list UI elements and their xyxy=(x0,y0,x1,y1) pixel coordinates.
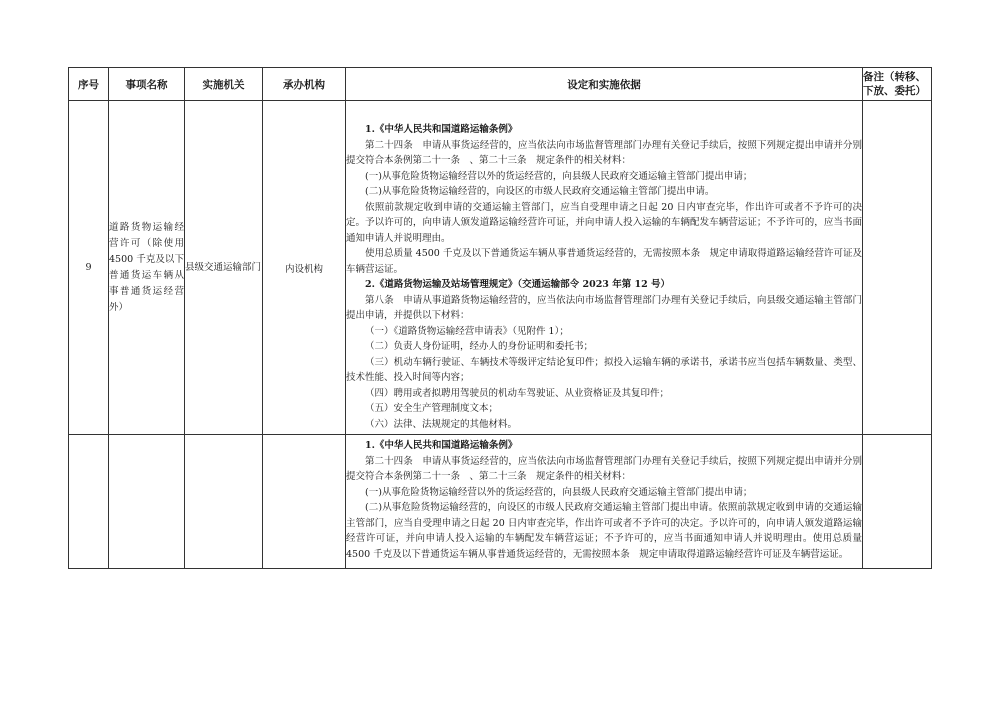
permit-table xyxy=(68,67,932,569)
header-seq: 序号 xyxy=(69,68,109,101)
row-note xyxy=(863,435,932,569)
table-row xyxy=(69,101,932,435)
basis-paragraph: 使用总质量 4500 千克及以下普通货运车辆从事普通货运经营的，无需按照本条 规定申请取得道路运输经营许可证及车辆营运证。 xyxy=(346,248,862,275)
basis-paragraph: (一)从事危险货物运输经营以外的货运经营的，向县级人民政府交通运输主管部门提出申请； xyxy=(365,170,753,182)
basis-paragraph: （二）负责人身份证明，经办人的身份证明和委托书； xyxy=(365,341,594,352)
basis-paragraph: 第二十四条 申请从事货运经营的，应当依法向市场监督管理部门办理有关登记手续后，按照下列规定提出申请并分别提交符合本条例第二十一条 、第二十三条 规定条件的相关材料： xyxy=(346,455,862,482)
basis-paragraph: (一)从事危险货物运输经营以外的货运经营的，向县级人民政府交通运输主管部门提出申请； xyxy=(365,486,753,498)
row-basis xyxy=(346,101,863,435)
header-name: 事项名称 xyxy=(109,68,185,101)
basis-paragraph: 第二十四条 申请从事货运经营的，应当依法向市场监督管理部门办理有关登记手续后，按照下列规定提出申请并分别提交符合本条例第二十一条 、第二十三条 规定条件的相关材料： xyxy=(346,139,862,166)
basis-paragraph: （五）安全生产管理制度文本； xyxy=(365,403,499,414)
header-note: 备注（转移、下放、委托） xyxy=(863,68,932,101)
basis-paragraph: 第八条 申请从事道路货物运输经营的，应当依法向市场监督管理部门办理有关登记手续后，向县级交通运输主管部门提出申请，并提供以下材料： xyxy=(346,294,862,321)
basis-text xyxy=(346,435,862,562)
basis-title: 1.《中华人民共和国道路运输条例》 xyxy=(365,440,518,451)
basis-title: 2.《道路货物运输及站场管理规定》（交通运输部令 2023 年第 12 号） xyxy=(365,279,671,290)
row-seq xyxy=(69,435,109,569)
row-dept xyxy=(263,435,346,569)
basis-paragraph: (二)从事危险货物运输经营的，向设区的市级人民政府交通运输主管部门提出申请。 xyxy=(365,186,715,197)
header-agency: 实施机关 xyxy=(185,68,263,101)
header-row xyxy=(69,68,932,101)
row-item-name: 道路货物运输经营许可（除使用 4500 千克及以下普通货运车辆从事普通货运经营外） xyxy=(109,101,185,435)
row-note xyxy=(863,101,932,435)
row-agency: 县级交通运输部门 xyxy=(185,101,263,435)
row-seq: 9 xyxy=(69,101,109,435)
header-basis: 设定和实施依据 xyxy=(346,68,863,101)
row-item-name xyxy=(109,435,185,569)
basis-paragraph: （一）《道路货物运输经营申请表》（见附件 1）； xyxy=(365,325,569,337)
basis-paragraph: （三）机动车辆行驶证、车辆技术等级评定结论复印件；拟投入运输车辆的承诺书，承诺书应当包括车辆数量、类型、技术性能、投入时间等内容； xyxy=(346,356,862,383)
table-row xyxy=(69,435,932,569)
basis-paragraph: （六）法律、法规规定的其他材料。 xyxy=(365,418,518,430)
header-dept: 承办机构 xyxy=(263,68,346,101)
basis-title: 1.《中华人民共和国道路运输条例》 xyxy=(365,124,518,135)
basis-text xyxy=(346,101,862,432)
basis-paragraph: 依照前款规定收到申请的交通运输主管部门，应当自受理申请之日起 20 日内审查完毕，作出许可或者不予许可的决定。予以许可的，向申请人颁发道路运输经营许可证，并向申请人投入运输的车辆配发车辆营运证；不予许可的，应当书面通知申请人并说明理由。 xyxy=(346,201,862,244)
row-dept: 内设机构 xyxy=(263,101,346,435)
basis-paragraph: （四）聘用或者拟聘用驾驶员的机动车驾驶证、从业资格证及其复印件； xyxy=(365,387,670,399)
row-basis xyxy=(346,435,863,569)
basis-paragraph: (二)从事危险货物运输经营的，向设区的市级人民政府交通运输主管部门提出申请。依照前款规定收到申请的交通运输主管部门，应当自受理申请之日起 20 日内审查完毕，作出许可或者不予许可的决定。予以许可的，向申请人颁发道路运输经营许可证，并向申请人投入运输的车辆配发车辆营运证；不予许可的，应当书面通知申请人并说明理由。使用总质量 4500 千克及以下普通货运车辆从事普通货运经营的，无需按照本条 规定申请取得道路运输经营许可证及车辆营运证。 xyxy=(346,502,862,560)
row-agency xyxy=(185,435,263,569)
